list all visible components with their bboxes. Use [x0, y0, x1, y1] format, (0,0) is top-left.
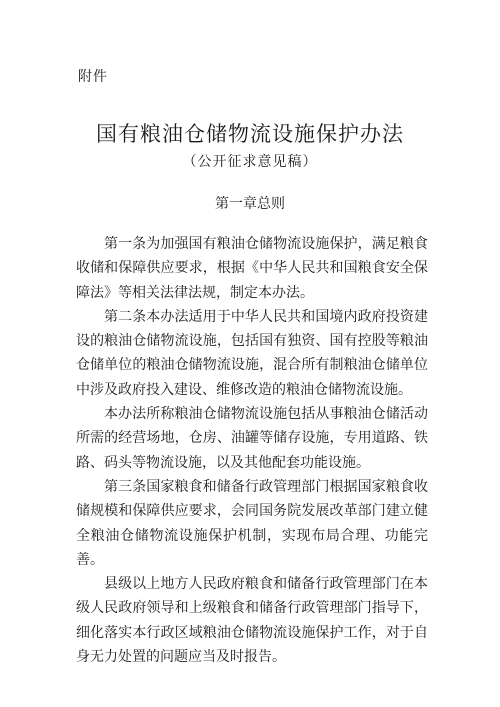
document-subtitle: （公开征求意见稿） — [182, 154, 318, 170]
attachment-label: 附件 — [78, 69, 108, 85]
chapter-heading: 第一章总则 — [215, 196, 285, 212]
document-body — [76, 232, 428, 669]
paragraph-article-1: 第一条为加强国有粮油仓储物流设施保护，满足粮食收储和保障供应要求，根据《中华人民共和国粮食安全保障法》等相关法律法规，制定本办法。 — [76, 236, 428, 301]
paragraph-article-2-definition: 本办法所称粮油仓储物流设施包括从事粮油仓储活动所需的经营场地，仓房、油罐等储存设施，专用道路、铁路、码头等物流设施，以及其他配套功能设施。 — [76, 406, 428, 471]
paragraph-article-3: 第三条国家粮食和储备行政管理部门根据国家粮食收储规模和保障供应要求，会同国务院发展改革部门建立健全粮油仓储物流设施保护机制，实现布局合理、功能完善。 — [76, 478, 428, 568]
paragraph-article-3-local: 县级以上地方人民政府粮食和储备行政管理部门在本级人民政府领导和上级粮食和储备行政管理部门指导下，细化落实本行政区域粮油仓储物流设施保护工作，对于自身无力处置的问题应当及时报告。 — [76, 576, 428, 666]
document-title: 国有粮油仓储物流设施保护办法 — [96, 122, 404, 146]
paragraph-article-2: 第二条本办法适用于中华人民共和国境内政府投资建设的粮油仓储物流设施，包括国有独资、国有控股等粮油仓储单位的粮油仓储物流设施，混合所有制粮油仓储单位中涉及政府投入建设、维修改造的粮油仓储物流设施。 — [76, 308, 428, 398]
